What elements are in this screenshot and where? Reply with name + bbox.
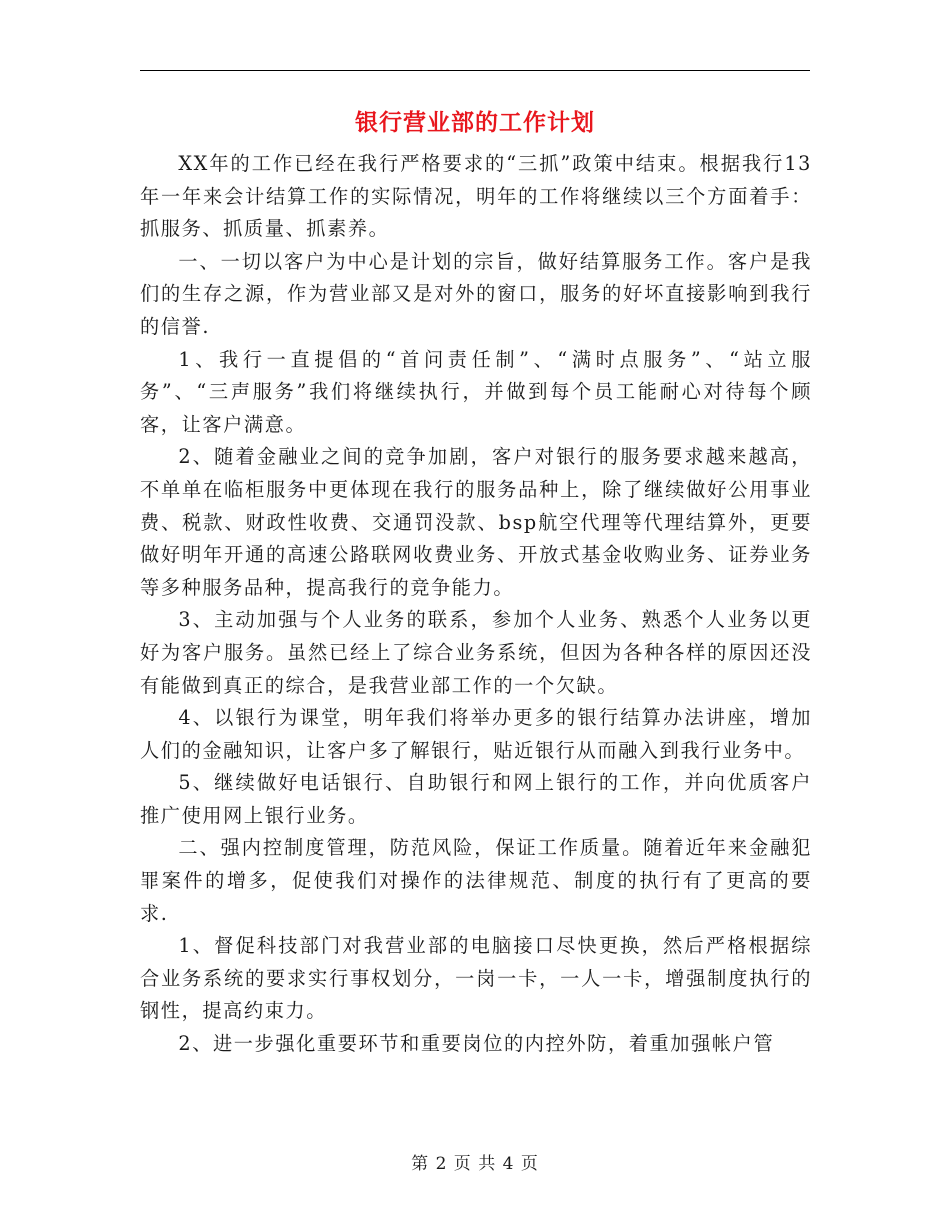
paragraph-item-1-3: 3、主动加强与个人业务的联系，参加个人业务、熟悉个人业务以更好为客户服务。虽然已经上了综合业务系统，但因为各种各样的原因还没有能做到真正的综合，是我营业部工作的一个欠缺。	[140, 608, 812, 697]
header-rule	[140, 70, 810, 71]
paragraph-section-2: 二、强内控制度管理，防范风险，保证工作质量。随着近年来金融犯罪案件的增多，促使我们对操作的法律规范、制度的执行有了更高的要求.	[140, 836, 812, 925]
paragraph-item-1-4: 4、以银行为课堂，明年我们将举办更多的银行结算办法讲座，增加人们的金融知识，让客户多了解银行，贴近银行从而融入到我行业务中。	[140, 706, 812, 762]
paragraph-section-1: 一、一切以客户为中心是计划的宗旨，做好结算服务工作。客户是我们的生存之源，作为营业部又是对外的窗口，服务的好坏直接影响到我行的信誉.	[140, 249, 812, 338]
paragraph-item-1-5: 5、继续做好电话银行、自助银行和网上银行的工作，并向优质客户推广使用网上银行业务。	[140, 771, 812, 827]
paragraph-item-2-1: 1、督促科技部门对我营业部的电脑接口尽快更换，然后严格根据综合业务系统的要求实行事权划分，一岗一卡，一人一卡，增强制度执行的钢性，提高约束力。	[140, 934, 812, 1023]
paragraph-intro: XX年的工作已经在我行严格要求的“三抓”政策中结束。根据我行13年一年来会计结算工作的实际情况，明年的工作将继续以三个方面着手：抓服务、抓质量、抓素养。	[140, 152, 812, 241]
page-number-footer: 第 2 页 共 4 页	[411, 1154, 539, 1174]
paragraph-item-2-2: 2、进一步强化重要环节和重要岗位的内控外防，着重加强帐户管	[178, 1032, 775, 1056]
document-body	[140, 148, 812, 1061]
paragraph-item-1-1: 1、我行一直提倡的“首问责任制”、“满时点服务”、“站立服务”、“三声服务”我们将继续执行，并做到每个员工能耐心对待每个顾客，让客户满意。	[140, 347, 812, 436]
document-title: 银行营业部的工作计划	[355, 110, 595, 136]
paragraph-item-1-2: 2、随着金融业之间的竞争加剧，客户对银行的服务要求越来越高，不单单在临柜服务中更体现在我行的服务品种上，除了继续做好公用事业费、税款、财政性收费、交通罚没款、bsp航空代理等代理结算外，更要做好明年开通的高速公路联网收费业务、开放式基金收购业务、证券业务等多种服务品种，提高我行的竞争能力。	[140, 445, 812, 599]
